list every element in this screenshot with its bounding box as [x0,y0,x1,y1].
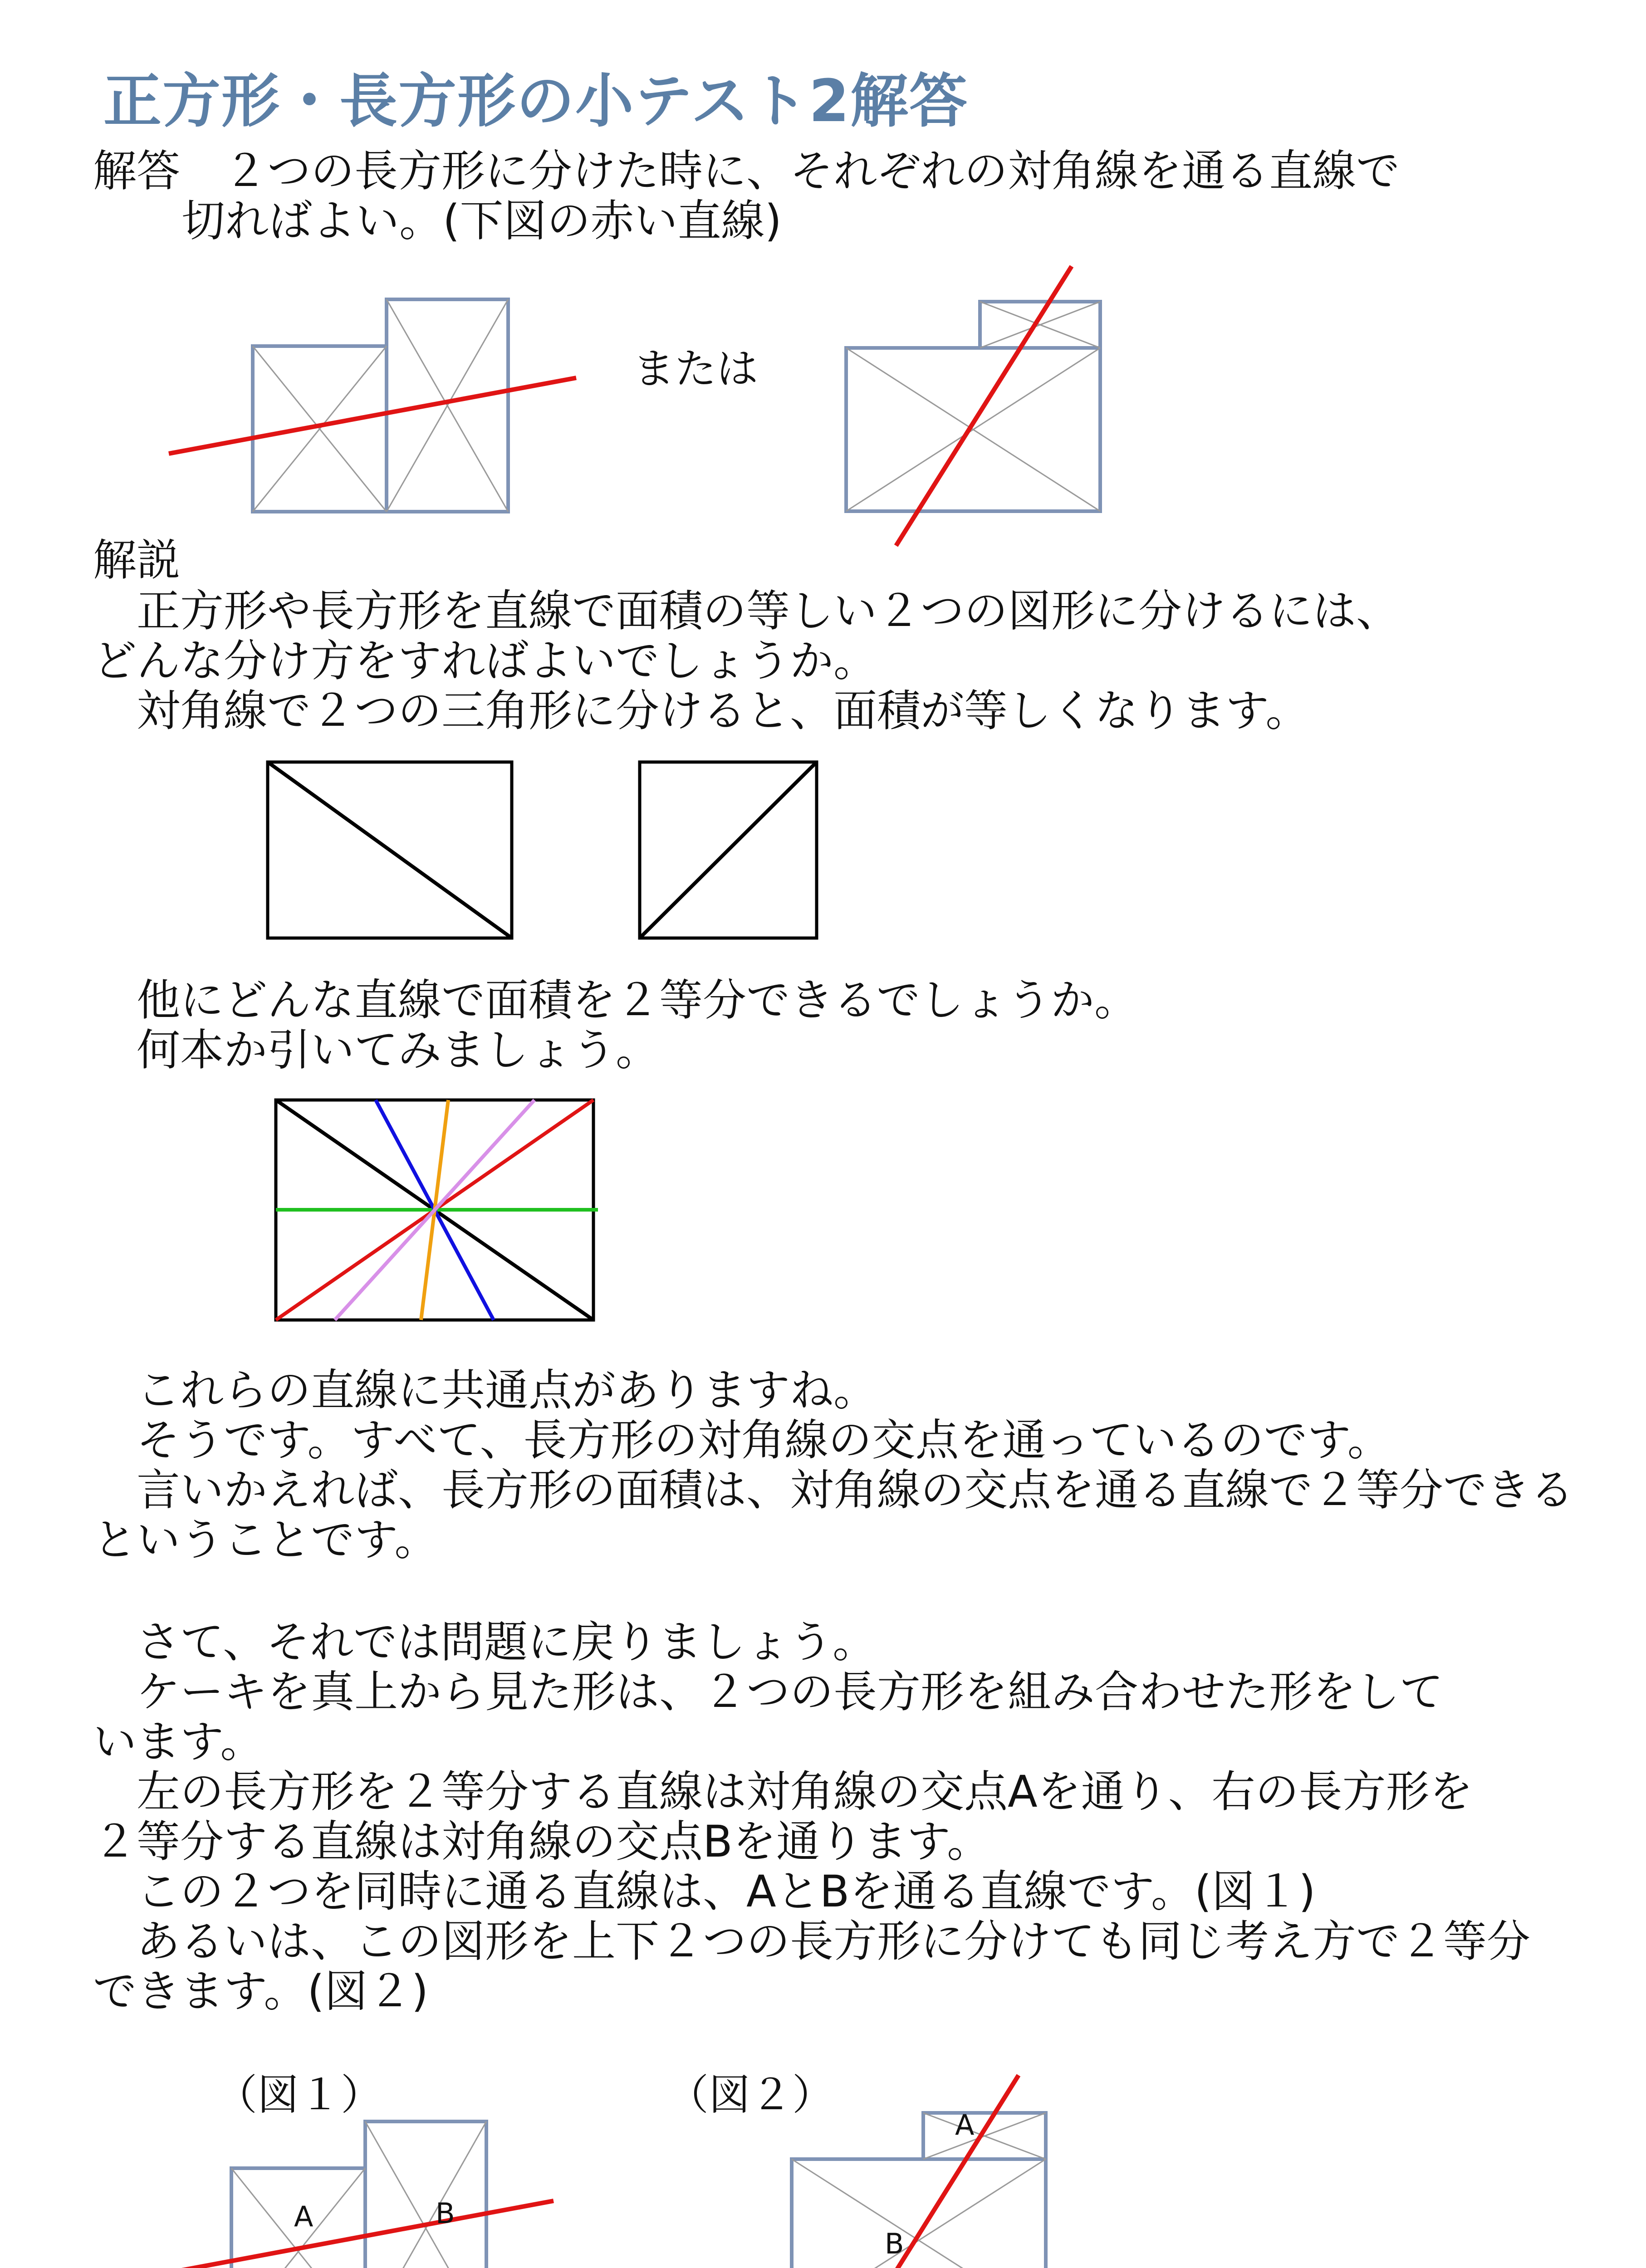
figure-1-point-a: A [294,2200,314,2233]
explanation-p1-line2: どんな分け方をすればよいでしょうか。 [93,635,877,686]
explanation-p4-line5: ２等分する直線は対角線の交点Bを通ります。 [93,1816,991,1867]
figure-1-label: （図１） [216,2071,383,2119]
figure-2-point-a: A [955,2108,975,2141]
explanation-p1-line3: 対角線で２つの三角形に分けると、面積が等しくなります。 [93,685,1309,736]
explanation-p4-line4: 左の長方形を２等分する直線は対角線の交点Aを通り、右の長方形を [93,1766,1473,1817]
page-title: 正方形・長方形の小テスト2解答 [103,68,968,135]
explanation-p1-line1: 正方形や長方形を直線で面積の等しい２つの図形に分けるには、 [93,586,1400,636]
explanation-p3-line2: そうです。すべて、長方形の対角線の交点を通っているのです。 [93,1415,1391,1466]
explanation-p4-line6: この２つを同時に通る直線は、AとBを通る直線です。(図１) [93,1866,1316,1917]
explanation-p3-line3: 言いかえれば、長方形の面積は、対角線の交点を通る直線で２等分できる [93,1465,1574,1515]
figure-2-point-b: B [885,2227,904,2260]
explanation-p4-line7: あるいは、この図形を上下２つの長方形に分けても同じ考え方で２等分 [93,1916,1530,1967]
explanation-p4-line3: います。 [93,1716,264,1767]
explanation-p4-line2: ケーキを真上から見た形は、２つの長方形を組み合わせた形をして [93,1667,1443,1717]
answer-line-2: 切ればよい。(下図の赤い直線) [181,196,782,246]
explanation-p4-line1: さて、それでは問題に戻りましょう。 [93,1617,877,1667]
explanation-p4-line8: できます。(図２) [93,1966,429,2017]
or-text: または [633,345,759,393]
explanation-p2-line2: 何本か引いてみましょう。 [93,1025,659,1075]
figure-2-label: （図２） [667,2071,834,2119]
explanation-p3-line4: ということです。 [93,1515,438,1565]
explanation-heading: 解説 [93,535,180,586]
figure-1-point-b: B [436,2197,455,2230]
answer-line-1: 解答 ２つの長方形に分けた時に、それぞれの対角線を通る直線で [93,146,1400,196]
explanation-p3-line1: これらの直線に共通点がありますね。 [93,1365,877,1416]
explanation-p2-line1: 他にどんな直線で面積を２等分できるでしょうか。 [93,975,1138,1026]
